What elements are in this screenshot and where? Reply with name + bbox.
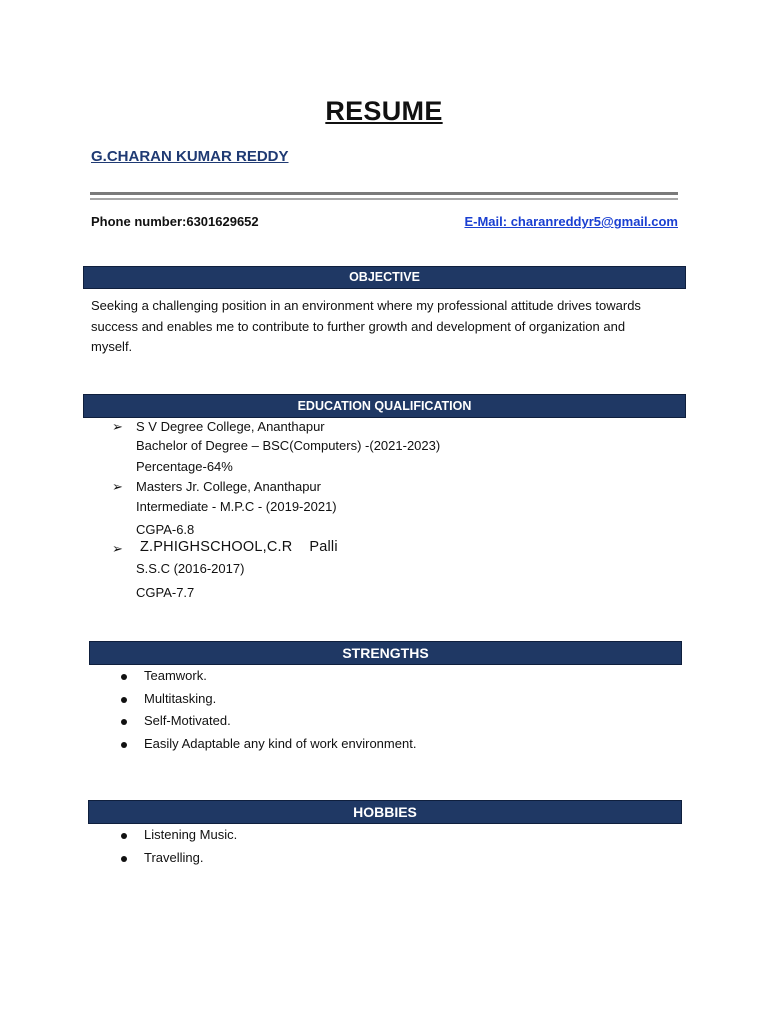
- education-score: CGPA-7.7: [136, 585, 195, 600]
- divider-rule: [90, 192, 678, 195]
- education-institution: S V Degree College, Ananthapur: [136, 419, 325, 434]
- arrow-bullet-icon: ➢: [112, 419, 123, 434]
- education-heading: EDUCATION QUALIFICATION: [83, 394, 686, 418]
- education-course: Bachelor of Degree – BSC(Computers) -(2021-2023): [136, 438, 441, 453]
- objective-heading: OBJECTIVE: [83, 266, 686, 289]
- bullet-dot-icon: [121, 833, 127, 839]
- education-institution: Z.PHIGHSCHOOL,C.R Palli: [140, 539, 338, 555]
- education-course: Intermediate - M.P.C - (2019-2021): [136, 499, 337, 514]
- hobby-item: Listening Music.: [144, 827, 238, 842]
- hobby-item: Travelling.: [144, 850, 204, 865]
- education-score: CGPA-6.8: [136, 522, 195, 537]
- arrow-bullet-icon: ➢: [112, 541, 123, 556]
- bullet-dot-icon: [121, 697, 127, 703]
- page-title: RESUME: [325, 96, 443, 126]
- strength-item: Teamwork.: [144, 668, 207, 683]
- education-course: S.S.C (2016-2017): [136, 561, 245, 576]
- bullet-dot-icon: [121, 856, 127, 862]
- bullet-dot-icon: [121, 674, 127, 680]
- arrow-bullet-icon: ➢: [112, 479, 123, 494]
- email-link[interactable]: E-Mail: charanreddyr5@gmail.com: [464, 214, 678, 229]
- strength-item: Self-Motivated.: [144, 713, 231, 728]
- strengths-heading: STRENGTHS: [89, 641, 682, 665]
- bullet-dot-icon: [121, 742, 127, 748]
- hobbies-heading: HOBBIES: [88, 800, 682, 824]
- education-institution: Masters Jr. College, Ananthapur: [136, 479, 321, 494]
- objective-text: Seeking a challenging position in an environment where my professional attitude drives towards success and enables me to contribute to further growth and development of organization and myself.: [91, 298, 641, 354]
- phone-number: Phone number:6301629652: [91, 214, 259, 229]
- candidate-name: G.CHARAN KUMAR REDDY: [91, 148, 289, 165]
- divider-rule: [90, 198, 678, 200]
- strength-item: Multitasking.: [144, 691, 217, 706]
- strength-item: Easily Adaptable any kind of work environment.: [144, 736, 417, 751]
- education-score: Percentage-64%: [136, 459, 233, 474]
- bullet-dot-icon: [121, 719, 127, 725]
